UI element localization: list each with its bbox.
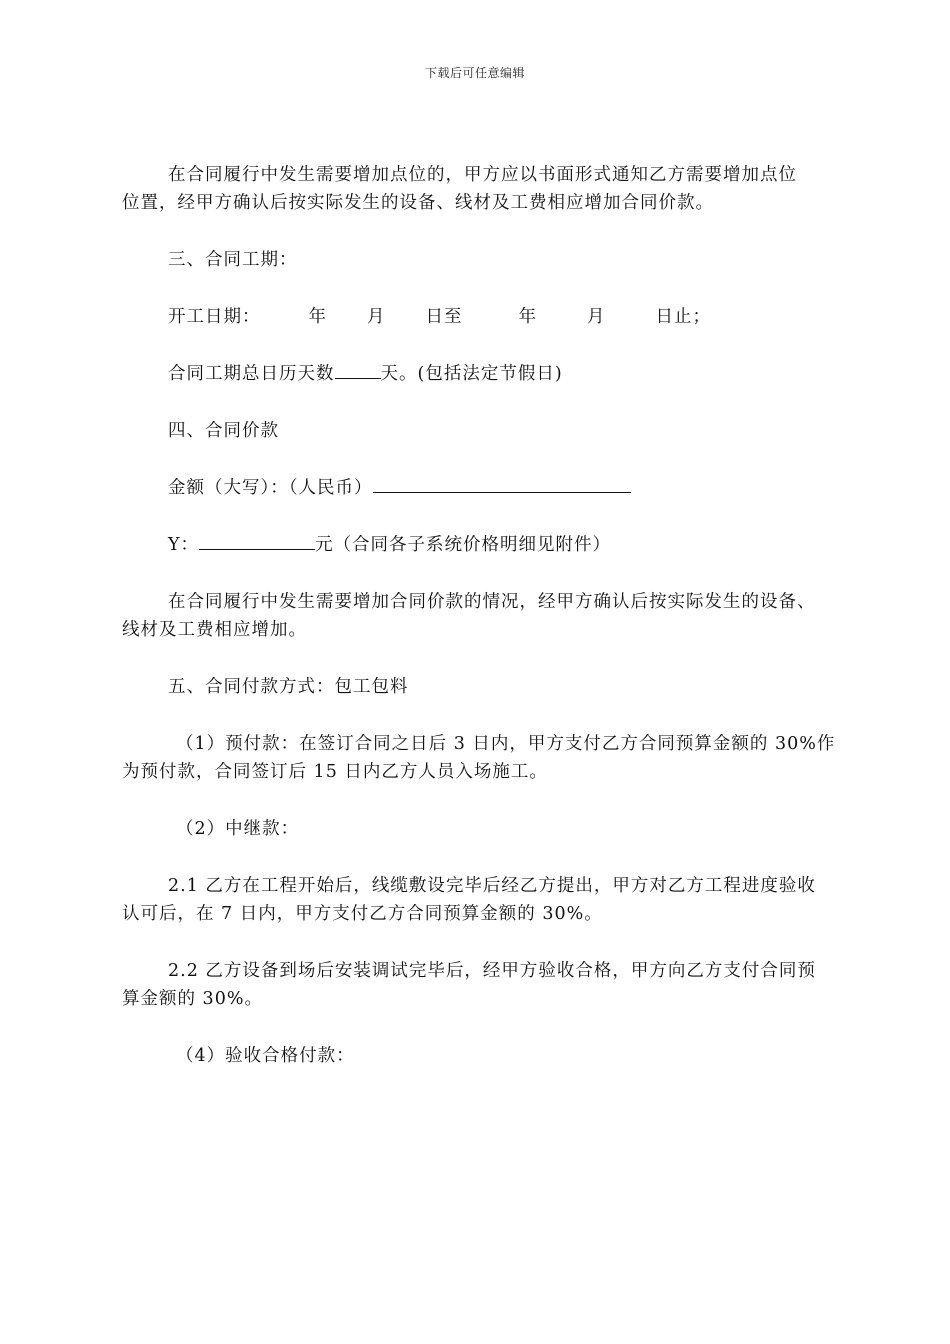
acceptance-payment-title: （4）验收合格付款： — [176, 1046, 355, 1066]
prepayment-line1: （1）预付款：在签订合同之日后 3 日内，甲方支付乙方合同预算金额的 30%作 — [176, 734, 836, 754]
start-date-line — [168, 303, 848, 331]
yuan-prefix: Y： — [168, 535, 200, 555]
total-days-blank — [335, 360, 381, 379]
total-days-line — [168, 360, 848, 388]
section-3-title: 三、合同工期： — [168, 250, 298, 270]
total-days-prefix: 合同工期总日历天数 — [168, 364, 335, 384]
amount-label: 金额（大写）：（人民币） — [168, 478, 373, 498]
clause-2-2-line1: 2.2 乙方设备到场后安装调试完毕后，经甲方验收合格，甲方向乙方支付合同预 — [168, 961, 816, 981]
section-4-title: 四、合同价款 — [168, 421, 279, 441]
yuan-blank — [199, 531, 315, 550]
clause-2-1-line2: 认可后，在 7 日内，甲方支付乙方合同预算金额的 30%。 — [122, 904, 603, 924]
clause-2-2-line2: 算金额的 30%。 — [122, 989, 263, 1009]
prepayment-line2: 为预付款，合同签订后 15 日内乙方人员入场施工。 — [122, 762, 548, 782]
amount-line — [168, 474, 848, 502]
paragraph-add-price-line1: 在合同履行中发生需要增加合同价款的情况，经甲方确认后按实际发生的设备、 — [168, 592, 816, 612]
section-5-title: 五、合同付款方式：包工包料 — [168, 677, 409, 697]
date-year-2: 年 — [518, 307, 537, 327]
paragraph-add-price-line2: 线材及工费相应增加。 — [122, 620, 307, 640]
paragraph-add-points-line1: 在合同履行中发生需要增加点位的，甲方应以书面形式通知乙方需要增加点位 — [168, 165, 797, 185]
date-year-1: 年 — [308, 307, 327, 327]
total-days-suffix: 天。(包括法定节假日) — [380, 364, 563, 384]
date-day-to: 日至 — [425, 307, 463, 327]
page-header-note: 下载后可任意编辑 — [424, 66, 525, 80]
clause-2-1-line1: 2.1 乙方在工程开始后，线缆敷设完毕后经乙方提出，甲方对乙方工程进度验收 — [168, 876, 816, 896]
yuan-line — [168, 531, 848, 559]
start-date-label: 开工日期： — [168, 307, 261, 327]
yuan-suffix: 元（合同各子系统价格明细见附件） — [315, 535, 612, 555]
document-body — [122, 161, 848, 1070]
date-month-1: 月 — [367, 307, 386, 327]
date-month-2: 月 — [587, 307, 606, 327]
paragraph-add-points-line2: 位置，经甲方确认后按实际发生的设备、线材及工费相应增加合同价款。 — [122, 193, 714, 213]
relay-payment-title: （2）中继款： — [176, 819, 300, 839]
amount-blank — [373, 474, 631, 493]
date-day-end: 日止； — [655, 307, 711, 327]
